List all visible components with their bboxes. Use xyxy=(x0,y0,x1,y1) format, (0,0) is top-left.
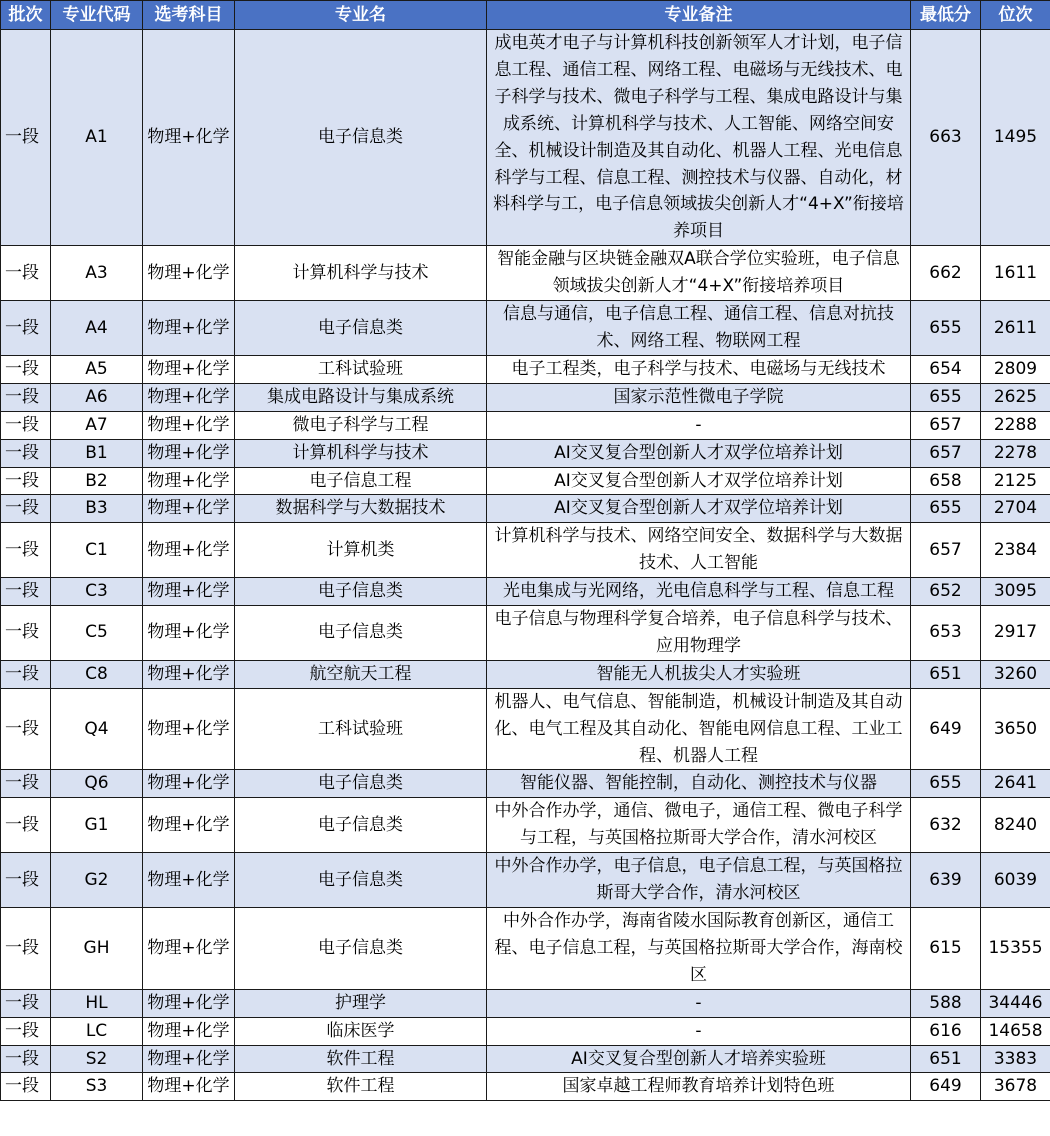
cell-note: AI交叉复合型创新人才双学位培养计划 xyxy=(487,495,911,523)
cell-major: 工科试验班 xyxy=(235,355,487,383)
header-rank: 位次 xyxy=(981,1,1050,30)
cell-code: S2 xyxy=(51,1045,143,1073)
cell-batch: 一段 xyxy=(1,908,51,990)
table-row xyxy=(1,383,1050,411)
cell-rank: 2704 xyxy=(981,495,1050,523)
cell-code: A6 xyxy=(51,383,143,411)
cell-rank: 15355 xyxy=(981,908,1050,990)
cell-code: C5 xyxy=(51,606,143,661)
table-row xyxy=(1,30,1050,246)
cell-major: 微电子科学与工程 xyxy=(235,411,487,439)
cell-code: C3 xyxy=(51,578,143,606)
cell-major: 计算机类 xyxy=(235,523,487,578)
cell-batch: 一段 xyxy=(1,301,51,356)
cell-subjects: 物理+化学 xyxy=(143,908,235,990)
cell-batch: 一段 xyxy=(1,467,51,495)
cell-major: 电子信息类 xyxy=(235,853,487,908)
cell-rank: 3260 xyxy=(981,660,1050,688)
cell-major: 电子信息类 xyxy=(235,578,487,606)
table-row xyxy=(1,411,1050,439)
cell-subjects: 物理+化学 xyxy=(143,523,235,578)
cell-rank: 2288 xyxy=(981,411,1050,439)
cell-rank: 2611 xyxy=(981,301,1050,356)
cell-min-score: 653 xyxy=(911,606,981,661)
table-row xyxy=(1,246,1050,301)
cell-code: GH xyxy=(51,908,143,990)
table-row xyxy=(1,1073,1050,1101)
cell-min-score: 655 xyxy=(911,770,981,798)
cell-min-score: 657 xyxy=(911,523,981,578)
cell-min-score: 657 xyxy=(911,439,981,467)
cell-code: G1 xyxy=(51,798,143,853)
cell-note: 中外合作办学，通信、微电子，通信工程、微电子科学与工程，与英国格拉斯哥大学合作，清水河校区 xyxy=(487,798,911,853)
cell-subjects: 物理+化学 xyxy=(143,439,235,467)
cell-min-score: 654 xyxy=(911,355,981,383)
table-row xyxy=(1,688,1050,770)
cell-batch: 一段 xyxy=(1,523,51,578)
header-major: 专业名 xyxy=(235,1,487,30)
cell-min-score: 657 xyxy=(911,411,981,439)
cell-rank: 8240 xyxy=(981,798,1050,853)
cell-major: 软件工程 xyxy=(235,1073,487,1101)
cell-min-score: 662 xyxy=(911,246,981,301)
cell-code: HL xyxy=(51,989,143,1017)
cell-subjects: 物理+化学 xyxy=(143,383,235,411)
table-row xyxy=(1,989,1050,1017)
cell-min-score: 651 xyxy=(911,660,981,688)
cell-note: 国家卓越工程师教育培养计划特色班 xyxy=(487,1073,911,1101)
cell-min-score: 616 xyxy=(911,1017,981,1045)
cell-batch: 一段 xyxy=(1,439,51,467)
cell-batch: 一段 xyxy=(1,1017,51,1045)
cell-min-score: 639 xyxy=(911,853,981,908)
cell-note: 电子工程类，电子科学与技术、电磁场与无线技术 xyxy=(487,355,911,383)
cell-rank: 1495 xyxy=(981,30,1050,246)
cell-subjects: 物理+化学 xyxy=(143,246,235,301)
cell-note: 中外合作办学，海南省陵水国际教育创新区，通信工程、电子信息工程，与英国格拉斯哥大学合作，海南校区 xyxy=(487,908,911,990)
table-row xyxy=(1,606,1050,661)
cell-note: 智能仪器、智能控制，自动化、测控技术与仪器 xyxy=(487,770,911,798)
cell-rank: 2809 xyxy=(981,355,1050,383)
cell-major: 电子信息类 xyxy=(235,908,487,990)
cell-major: 临床医学 xyxy=(235,1017,487,1045)
cell-major: 软件工程 xyxy=(235,1045,487,1073)
cell-code: A1 xyxy=(51,30,143,246)
cell-batch: 一段 xyxy=(1,853,51,908)
cell-note: 计算机科学与技术、网络空间安全、数据科学与大数据技术、人工智能 xyxy=(487,523,911,578)
cell-note: 中外合作办学，电子信息，电子信息工程，与英国格拉斯哥大学合作，清水河校区 xyxy=(487,853,911,908)
cell-code: C1 xyxy=(51,523,143,578)
cell-rank: 2125 xyxy=(981,467,1050,495)
cell-note: 成电英才电子与计算机科技创新领军人才计划，电子信息工程、通信工程、网络工程、电磁场与无线技术、电子科学与技术、微电子科学与工程、集成电路设计与集成系统、计算机科学与技术、人工智能、网络空间安全、机械设计制造及其自动化、机器人工程、光电信息科学与工程、信息工程、测控技术与仪器、自动化，材料科学与工，电子信息领域拔尖创新人才“4+X”衔接培养项目 xyxy=(487,30,911,246)
cell-min-score: 655 xyxy=(911,495,981,523)
cell-rank: 14658 xyxy=(981,1017,1050,1045)
table-row xyxy=(1,770,1050,798)
cell-batch: 一段 xyxy=(1,246,51,301)
cell-subjects: 物理+化学 xyxy=(143,1073,235,1101)
table-row xyxy=(1,1017,1050,1045)
cell-note: - xyxy=(487,411,911,439)
cell-rank: 34446 xyxy=(981,989,1050,1017)
cell-major: 数据科学与大数据技术 xyxy=(235,495,487,523)
cell-rank: 2278 xyxy=(981,439,1050,467)
cell-note: 智能无人机拔尖人才实验班 xyxy=(487,660,911,688)
cell-min-score: 655 xyxy=(911,301,981,356)
table-row xyxy=(1,1045,1050,1073)
cell-note: 国家示范性微电子学院 xyxy=(487,383,911,411)
cell-min-score: 649 xyxy=(911,1073,981,1101)
cell-major: 护理学 xyxy=(235,989,487,1017)
cell-code: Q4 xyxy=(51,688,143,770)
cell-min-score: 615 xyxy=(911,908,981,990)
cell-code: A7 xyxy=(51,411,143,439)
table-row xyxy=(1,578,1050,606)
header-batch: 批次 xyxy=(1,1,51,30)
cell-subjects: 物理+化学 xyxy=(143,355,235,383)
table-body xyxy=(1,30,1050,1101)
cell-note: AI交叉复合型创新人才培养实验班 xyxy=(487,1045,911,1073)
cell-min-score: 588 xyxy=(911,989,981,1017)
header-code: 专业代码 xyxy=(51,1,143,30)
cell-min-score: 652 xyxy=(911,578,981,606)
cell-note: AI交叉复合型创新人才双学位培养计划 xyxy=(487,467,911,495)
cell-note: - xyxy=(487,989,911,1017)
cell-min-score: 663 xyxy=(911,30,981,246)
cell-note: 机器人、电气信息、智能制造，机械设计制造及其自动化、电气工程及其自动化、智能电网信息工程、工业工程、机器人工程 xyxy=(487,688,911,770)
cell-code: A4 xyxy=(51,301,143,356)
cell-subjects: 物理+化学 xyxy=(143,606,235,661)
header-note: 专业备注 xyxy=(487,1,911,30)
cell-major: 工科试验班 xyxy=(235,688,487,770)
cell-code: C8 xyxy=(51,660,143,688)
cell-min-score: 655 xyxy=(911,383,981,411)
cell-note: 电子信息与物理科学复合培养，电子信息科学与技术、应用物理学 xyxy=(487,606,911,661)
cell-subjects: 物理+化学 xyxy=(143,1045,235,1073)
cell-batch: 一段 xyxy=(1,989,51,1017)
cell-code: G2 xyxy=(51,853,143,908)
table-row xyxy=(1,495,1050,523)
cell-note: 光电集成与光网络，光电信息科学与工程、信息工程 xyxy=(487,578,911,606)
cell-subjects: 物理+化学 xyxy=(143,853,235,908)
cell-code: S3 xyxy=(51,1073,143,1101)
cell-code: B2 xyxy=(51,467,143,495)
cell-batch: 一段 xyxy=(1,383,51,411)
cell-rank: 3650 xyxy=(981,688,1050,770)
cell-note: 信息与通信，电子信息工程、通信工程、信息对抗技术、网络工程、物联网工程 xyxy=(487,301,911,356)
table-row xyxy=(1,355,1050,383)
cell-subjects: 物理+化学 xyxy=(143,467,235,495)
cell-major: 电子信息类 xyxy=(235,798,487,853)
cell-batch: 一段 xyxy=(1,770,51,798)
cell-subjects: 物理+化学 xyxy=(143,411,235,439)
cell-rank: 2625 xyxy=(981,383,1050,411)
cell-subjects: 物理+化学 xyxy=(143,660,235,688)
cell-code: B1 xyxy=(51,439,143,467)
cell-batch: 一段 xyxy=(1,578,51,606)
cell-subjects: 物理+化学 xyxy=(143,1017,235,1045)
header-row xyxy=(1,1,1050,30)
cell-major: 电子信息类 xyxy=(235,301,487,356)
cell-major: 计算机科学与技术 xyxy=(235,246,487,301)
cell-rank: 2917 xyxy=(981,606,1050,661)
cell-rank: 3678 xyxy=(981,1073,1050,1101)
table-row xyxy=(1,467,1050,495)
cell-major: 航空航天工程 xyxy=(235,660,487,688)
table-row xyxy=(1,853,1050,908)
cell-subjects: 物理+化学 xyxy=(143,495,235,523)
table-row xyxy=(1,908,1050,990)
cell-batch: 一段 xyxy=(1,495,51,523)
cell-rank: 2384 xyxy=(981,523,1050,578)
cell-rank: 1611 xyxy=(981,246,1050,301)
cell-subjects: 物理+化学 xyxy=(143,578,235,606)
cell-batch: 一段 xyxy=(1,688,51,770)
cell-batch: 一段 xyxy=(1,30,51,246)
cell-min-score: 651 xyxy=(911,1045,981,1073)
table-row xyxy=(1,523,1050,578)
cell-rank: 6039 xyxy=(981,853,1050,908)
cell-major: 电子信息工程 xyxy=(235,467,487,495)
cell-min-score: 658 xyxy=(911,467,981,495)
cell-min-score: 649 xyxy=(911,688,981,770)
cell-batch: 一段 xyxy=(1,1045,51,1073)
cell-code: A5 xyxy=(51,355,143,383)
cell-code: LC xyxy=(51,1017,143,1045)
cell-major: 电子信息类 xyxy=(235,770,487,798)
cell-subjects: 物理+化学 xyxy=(143,30,235,246)
cell-code: A3 xyxy=(51,246,143,301)
cell-major: 电子信息类 xyxy=(235,30,487,246)
cell-batch: 一段 xyxy=(1,1073,51,1101)
cell-code: B3 xyxy=(51,495,143,523)
cell-note: 智能金融与区块链金融双A联合学位实验班，电子信息领域拔尖创新人才“4+X”衔接培养项目 xyxy=(487,246,911,301)
cell-rank: 3383 xyxy=(981,1045,1050,1073)
table-row xyxy=(1,301,1050,356)
cell-major: 集成电路设计与集成系统 xyxy=(235,383,487,411)
cell-code: Q6 xyxy=(51,770,143,798)
cell-subjects: 物理+化学 xyxy=(143,301,235,356)
cell-major: 电子信息类 xyxy=(235,606,487,661)
cell-note: AI交叉复合型创新人才双学位培养计划 xyxy=(487,439,911,467)
table-row xyxy=(1,660,1050,688)
table-row xyxy=(1,798,1050,853)
cell-subjects: 物理+化学 xyxy=(143,798,235,853)
cell-min-score: 632 xyxy=(911,798,981,853)
cell-batch: 一段 xyxy=(1,660,51,688)
cell-batch: 一段 xyxy=(1,355,51,383)
table-row xyxy=(1,439,1050,467)
cell-note: - xyxy=(487,1017,911,1045)
cell-subjects: 物理+化学 xyxy=(143,688,235,770)
cell-subjects: 物理+化学 xyxy=(143,989,235,1017)
cell-batch: 一段 xyxy=(1,798,51,853)
header-min-score: 最低分 xyxy=(911,1,981,30)
cell-batch: 一段 xyxy=(1,606,51,661)
cell-subjects: 物理+化学 xyxy=(143,770,235,798)
cell-batch: 一段 xyxy=(1,411,51,439)
header-subjects: 选考科目 xyxy=(143,1,235,30)
cell-major: 计算机科学与技术 xyxy=(235,439,487,467)
cell-rank: 3095 xyxy=(981,578,1050,606)
cell-rank: 2641 xyxy=(981,770,1050,798)
